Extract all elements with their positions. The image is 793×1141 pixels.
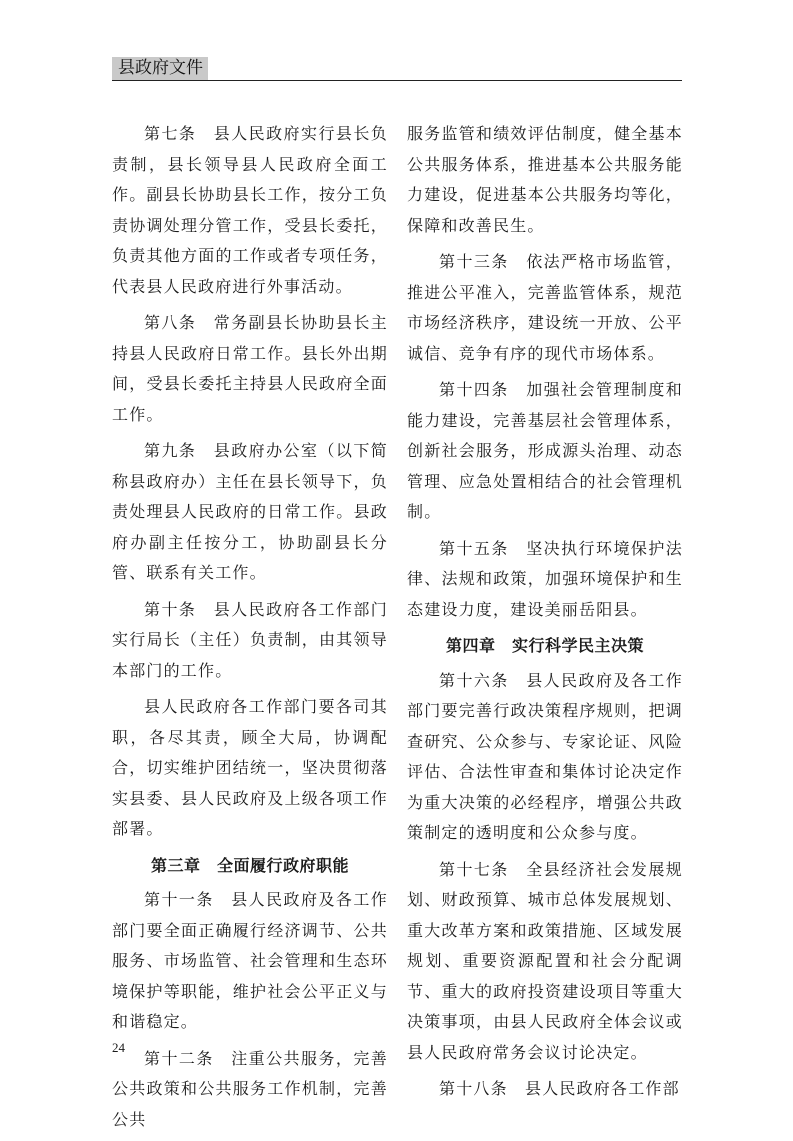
article-13: 第十三条 依法严格市场监管，推进公平准入，完善监管体系，规范市场经济秩序，建设统一开放、公平诚信、竞争有序的现代市场体系。 xyxy=(407,252,683,363)
header-title: 县政府文件 xyxy=(112,57,208,80)
article-14: 第十四条 加强社会管理制度和能力建设，完善基层社会管理体系，创新社会服务，形成源头治理、动态管理、应急处置相结合的社会管理机制。 xyxy=(407,380,683,521)
page-number: 24 xyxy=(112,1040,125,1055)
article-12-continued: 服务监管和绩效评估制度，健全基本公共服务体系，推进基本公共服务能力建设，促进基本公共服务均等化，保障和改善民生。 xyxy=(407,124,683,235)
article-10: 第十条 县人民政府各工作部门实行局长（主任）负责制，由其领导本部门的工作。 xyxy=(112,599,388,680)
article-10-paragraph-2: 县人民政府各工作部门要各司其职，各尽其责，顾全大局，协调配合，切实维护团结统一，坚决贯彻落实县委、县人民政府及上级各项工作部署。 xyxy=(112,697,388,838)
article-16: 第十六条 县人民政府及各工作部门要完善行政决策程序规则，把调查研究、公众参与、专家论证、风险评估、合法性审查和集体讨论决定作为重大决策的必经程序，增强公共政策制定的透明度和公众参与度。 xyxy=(407,670,683,842)
article-9: 第九条 县政府办公室（以下简称县政府办）主任在县长领导下，负责处理县人民政府的日常工作。县政府办副主任按分工，协助副县长分管、联系有关工作。 xyxy=(112,441,388,582)
right-column xyxy=(407,119,683,1111)
chapter-4-heading: 第四章 实行科学民主决策 xyxy=(445,636,644,655)
article-12: 第十二条 注重公共服务，完善公共政策和公共服务工作机制，完善公共 xyxy=(112,1048,388,1129)
article-8: 第八条 常务副县长协助县长主持县人民政府日常工作。县长外出期间，受县长委托主持县人民政府全面工作。 xyxy=(112,313,388,424)
article-7: 第七条 县人民政府实行县长负责制，县长领导县人民政府全面工作。副县长协助县长工作，按分工负责协调处理分管工作，受县长委托，负责其他方面的工作或者专项任务，代表县人民政府进行外事活动。 xyxy=(112,124,388,296)
article-11: 第十一条 县人民政府及各工作部门要全面正确履行经济调节、公共服务、市场监管、社会管理和生态环境保护等职能，维护社会公平正义与和谐稳定。 xyxy=(112,890,388,1031)
article-18: 第十八条 县人民政府各工作部 xyxy=(439,1079,680,1098)
chapter-3-heading: 第三章 全面履行政府职能 xyxy=(150,855,349,875)
article-17: 第十七条 全县经济社会发展规划、财政预算、城市总体发展规划、重大改革方案和政策措施、区域发展规划、重要资源配置和社会分配调节、重大的政府投资建设项目等重大决策事项，由县人民政府全体会议或县人民政府常务会议讨论决定。 xyxy=(407,859,683,1062)
left-column xyxy=(112,119,388,1141)
article-15: 第十五条 坚决执行环境保护法律、法规和政策，加强环境保护和生态建设力度，建设美丽岳阳县。 xyxy=(407,538,683,619)
header-divider xyxy=(112,80,682,81)
